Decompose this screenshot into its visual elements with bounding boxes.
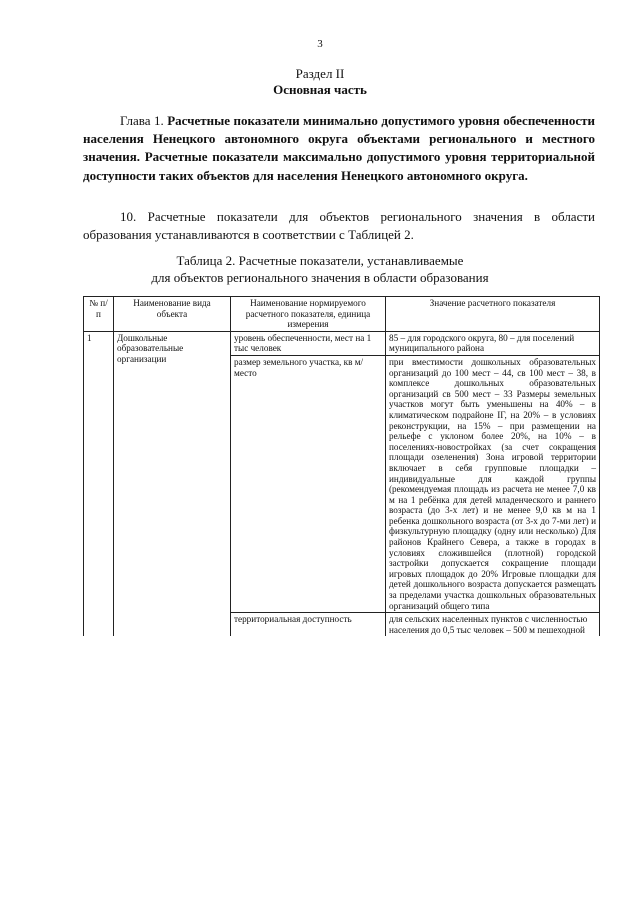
indicator-name: уровень обеспеченности, мест на 1 тыс человек xyxy=(231,331,386,355)
header-num: № п/п xyxy=(84,297,114,332)
chapter-title: Расчетные показатели минимально допустимого уровня обеспеченности населения Ненецкого автономного округа объектами регионального и местного значения. Расчетные показатели максимально допустимого уровня территориальной доступности таких объектов для населения Ненецкого автономного округа. xyxy=(83,113,595,183)
indicator-value: для сельских населенных пунктов с численностью населения до 0,5 тыс человек – 500 м пешеходной xyxy=(386,613,600,637)
table-row xyxy=(84,331,600,355)
header-object-type: Наименование вида объекта xyxy=(114,297,231,332)
table-caption xyxy=(0,252,640,286)
indicator-name: размер земельного участка, кв м/место xyxy=(231,355,386,612)
section-subtitle: Основная часть xyxy=(273,82,367,97)
chapter-label: Глава 1. xyxy=(120,113,164,128)
table-header-row xyxy=(84,297,600,332)
paragraph-10: 10. Расчетные показатели для объектов регионального значения в области образования устанавливаются в соответствии с Таблицей 2. xyxy=(83,209,595,243)
page-number: 3 xyxy=(317,38,323,50)
row-object: Дошкольные образовательные организации xyxy=(114,331,231,636)
indicator-value: 85 – для городского округа, 80 – для поселений муниципального района xyxy=(386,331,600,355)
row-num: 1 xyxy=(84,331,114,636)
indicator-name: территориальная доступность xyxy=(231,613,386,637)
indicator-value: при вместимости дошкольных образовательных организаций до 100 мест – 44, св 100 мест – 38, в комплексе дошкольных образовательных организаций св 500 мест – 33 Размеры земельных участков могут быть уменьшены на 40% – в климатическом подрайоне IГ, на 20% – в условиях реконструкции, на 15% – при размещении на рельефе с уклоном более 20%, на 10% – в поселениях-новостройках (за счет сокращения площади озеленения) Зона игровой территории включает в себя групповые площадки – индивидуальные для каждой группы (рекомендуемая площадь из расчета не менее 7,0 кв м на 1 ребёнка для детей младенческого и раннего возраста (до 3-х лет) и не менее 9,0 кв м на 1 ребенка дошкольного возраста (от 3-х до 7-ми лет) и физкультурную площадку (одну или несколько) Для районов Крайнего Севера, а также в городах в условиях сложившейся (плотной) городской застройки допускается сокращение площади игровых площадок до 20% Игровые площадки для детей дошкольного возраста допускается размещать за пределами участка дошкольных образовательных организаций общего типа xyxy=(386,355,600,612)
header-value: Значение расчетного показателя xyxy=(386,297,600,332)
section-title: Раздел II xyxy=(295,66,345,81)
education-indicators-table xyxy=(83,296,600,636)
chapter-heading xyxy=(83,112,595,185)
table-caption-line-2: для объектов регионального значения в области образования xyxy=(151,270,489,285)
table-caption-line-1: Таблица 2. Расчетные показатели, устанавливаемые xyxy=(176,253,464,268)
header-indicator: Наименование нормируемого расчетного показателя, единица измерения xyxy=(231,297,386,332)
